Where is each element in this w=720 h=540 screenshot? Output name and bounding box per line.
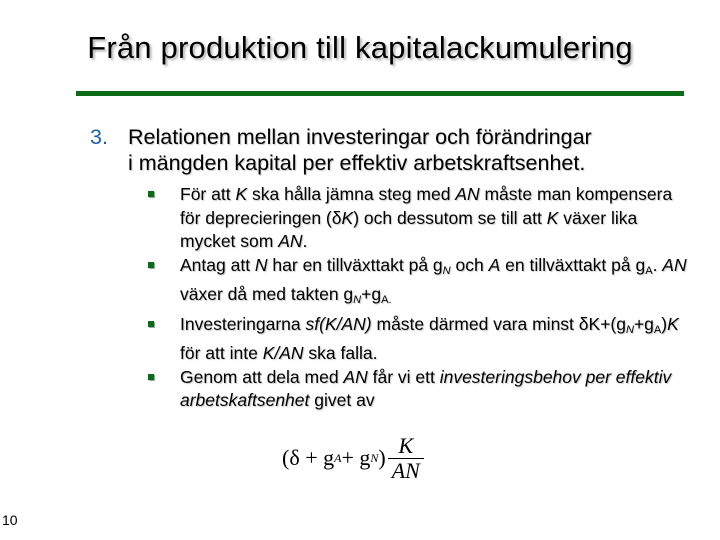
formula-plus: + g bbox=[341, 445, 371, 470]
bullet-list bbox=[148, 183, 688, 413]
formula-open: (δ + g bbox=[282, 445, 335, 470]
square-bullet-icon bbox=[148, 321, 154, 327]
investment-requirement-formula bbox=[282, 432, 424, 484]
formula-numerator: K bbox=[398, 432, 414, 458]
point-text-line2: i mängden kapital per effektiv arbetskraftsenhet. bbox=[128, 151, 586, 175]
bullet-item-1: För att K ska hålla jämna steg med AN måste man kompensera för deprecieringen (δK) och dessutom se till att K växer lika mycket som AN. bbox=[148, 183, 688, 254]
square-bullet-icon bbox=[148, 374, 154, 380]
title-divider bbox=[76, 91, 684, 96]
slide-title: Från produktion till kapitalackumulering bbox=[87, 30, 633, 65]
point-text-line1: Relationen mellan investeringar och förändringar bbox=[128, 125, 592, 149]
formula-fraction bbox=[388, 434, 424, 483]
formula-sub-a: A bbox=[334, 450, 342, 465]
formula-denominator: AN bbox=[391, 457, 420, 483]
bullet-item-3: Investeringarna sf(K/AN) måste därmed vara minst $\delta K+(g_N+g_A)K$ för att inte K/AN ska falla. bbox=[148, 313, 688, 366]
square-bullet-icon bbox=[148, 191, 154, 197]
square-bullet-icon bbox=[148, 262, 154, 268]
point-number: 3. bbox=[90, 125, 108, 149]
bullet-item-2: Antag att N har en tillväxttakt på $g_N$ och A en tillväxttakt på $g_A$. AN växer då med takten $g_N+g_{A.}$ bbox=[148, 254, 688, 313]
bullet-item-4: Genom att dela med AN får vi ett investeringsbehov per effektiv arbetskaftsenhet givet av bbox=[148, 366, 688, 413]
page-number: 10 bbox=[2, 512, 18, 528]
formula-sub-n: N bbox=[370, 450, 379, 465]
main-point bbox=[90, 124, 690, 176]
formula-close: ) bbox=[378, 445, 386, 470]
